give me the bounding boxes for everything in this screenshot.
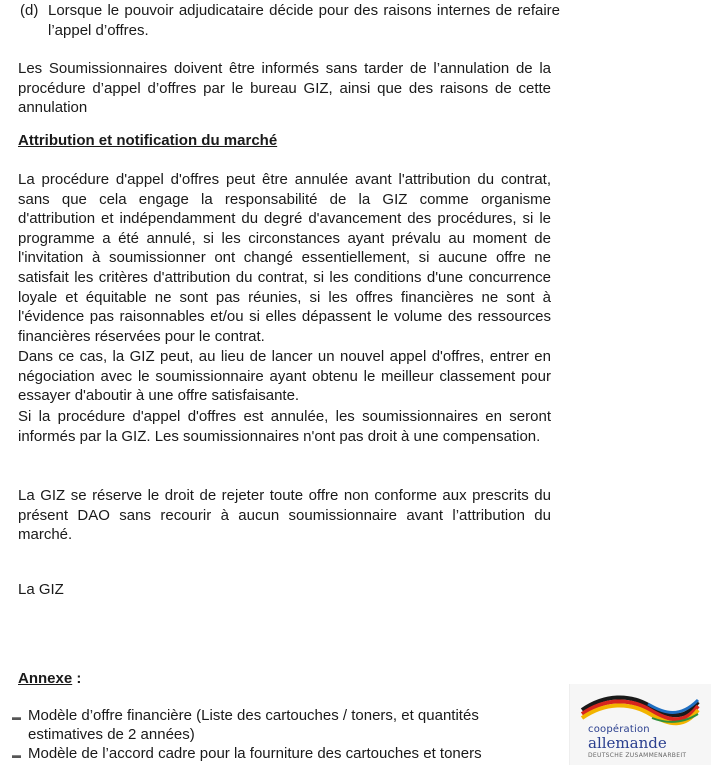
logo-text-line1: coopération xyxy=(588,724,650,735)
bullet-icon: ▬ xyxy=(12,712,21,722)
annex-title xyxy=(18,669,81,689)
signature: La GIZ xyxy=(18,581,64,598)
annex-item-text: Modèle de l’accord cadre pour la fourniture des cartouches et toners xyxy=(28,745,482,762)
cooperation-allemande-logo xyxy=(569,684,711,765)
annex-item xyxy=(12,706,552,744)
list-item-text: Lorsque le pouvoir adjudicataire décide pour des raisons internes de refaire l’appel d’offres. xyxy=(48,2,560,39)
annex-title-suffix: : xyxy=(72,670,82,687)
annex-list xyxy=(12,706,552,763)
list-item-label: (d) xyxy=(20,2,39,19)
annex-item xyxy=(12,744,552,763)
annex-item-text: Modèle d’offre financière (Liste des cartouches / toners, et quantités estimatives de 2 années) xyxy=(28,707,479,743)
paragraph-inform: Les Soumissionnaires doivent être informés sans tarder de l’annulation de la procédure d’appel d’offres par le bureau GIZ, ainsi que des raisons de cette annulation xyxy=(18,60,551,117)
bullet-icon: ▬ xyxy=(12,750,21,760)
logo-text-line2: allemande xyxy=(588,734,667,752)
logo-text-line3: DEUTSCHE ZUSAMMENARBEIT xyxy=(588,752,687,759)
paragraph-negociation: Dans ce cas, la GIZ peut, au lieu de lancer un nouvel appel d'offres, entrer en négociation avec le soumissionnaire ayant obtenu le meilleur classement pour essayer d'aboutir à une offre satisfaisante. xyxy=(18,348,551,405)
paragraph-annulation: La procédure d'appel d'offres peut être annulée avant l'attribution du contrat, sans que cela engage la responsabilité de la GIZ comme organisme d'attribution et indépendamment du degré d'avancement des procédures, si le programme a été annulé, si les circonstances ayant prévalu au moment de l'invitation à soumissionner ont changé essentiellement, si aucune offre ne satisfait les critères d'attribution du contrat, si les conditions d'une concurrence loyale et équitable ne sont pas réunies, si les offres financières ne sont à l'évidence pas raisonnables et/ou si elles dépassent le volume des ressources financières réservées pour le contrat. xyxy=(18,171,551,345)
flag-ribbon-icon xyxy=(580,692,700,728)
annex-title-text: Annexe xyxy=(18,670,73,687)
section-heading: Attribution et notification du marché xyxy=(18,132,278,149)
paragraph-compensation: Si la procédure d'appel d'offres est annulée, les soumissionnaires en seront informés par la GIZ. Les soumissionnaires n'ont pas droit à une compensation. xyxy=(18,408,551,445)
paragraph-rejet: La GIZ se réserve le droit de rejeter toute offre non conforme aux prescrits du présent DAO sans recourir à aucun soumissionnaire avant l’attribution du marché. xyxy=(18,487,551,544)
